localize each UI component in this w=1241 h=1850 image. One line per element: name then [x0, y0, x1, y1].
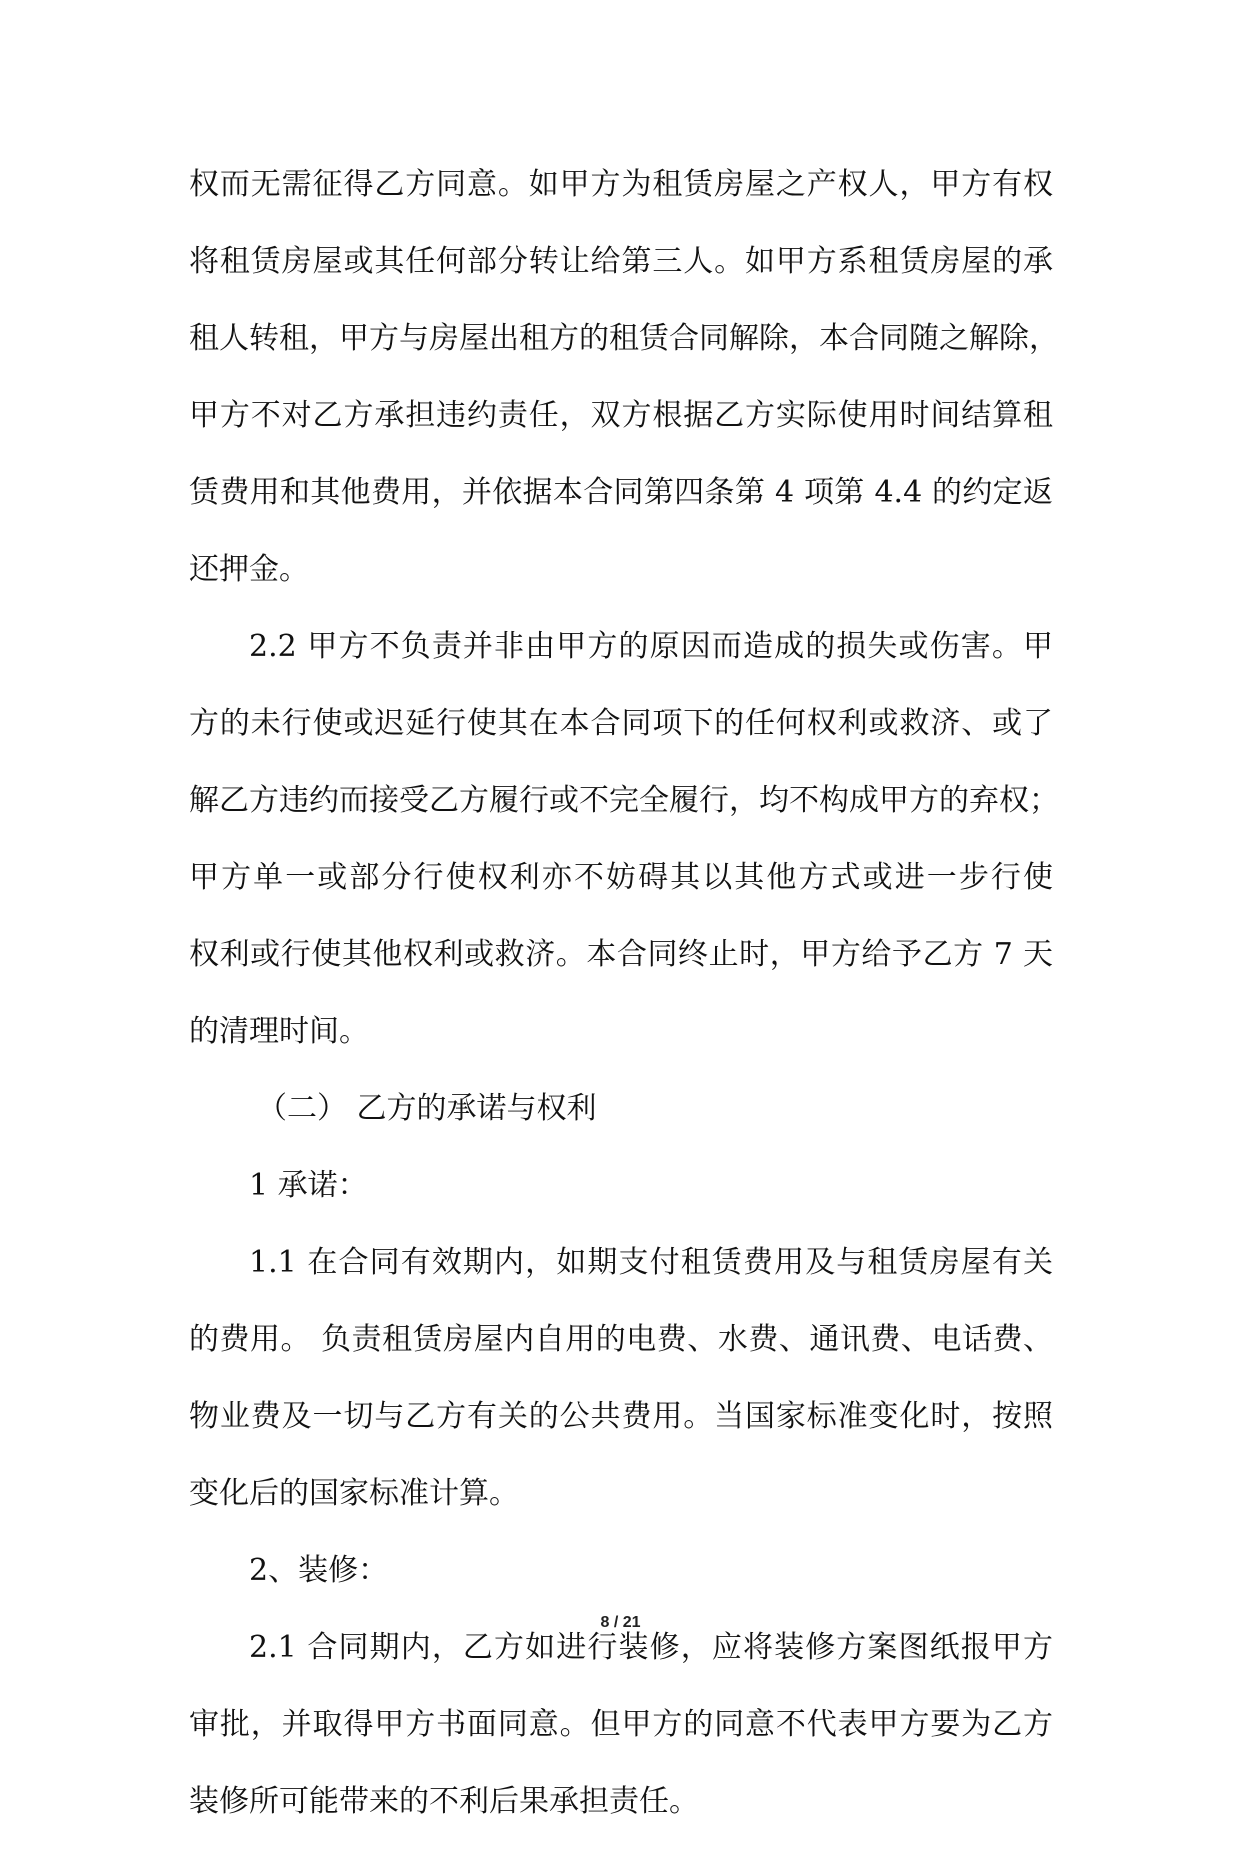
paragraph-first-line: 2.2 甲方不负责并非由甲方的原因而造成的损失或伤害。甲: [249, 629, 1053, 664]
text-line: 甲方不对乙方承担违约责任，双方根据乙方实际使用时间结算租: [189, 398, 1053, 433]
section-heading: （二） 乙方的承诺与权利: [257, 1091, 597, 1126]
text-line: 方的未行使或迟延行使其在本合同项下的任何权利或救济、或了: [189, 706, 1053, 741]
subsection-heading: 2、装修：: [249, 1553, 389, 1588]
text-line: 解乙方违约而接受乙方履行或不完全履行，均不构成甲方的弃权；: [189, 783, 1059, 818]
page-number: 8 / 21: [600, 1614, 641, 1631]
text-line: 还押金。: [189, 552, 309, 587]
document-body: [189, 156, 1059, 1850]
text-line: 赁费用和其他费用，并依据本合同第四条第 4 项第 4.4 的约定返: [189, 475, 1053, 510]
paragraph-first-line: 2.1 合同期内，乙方如进行装修，应将装修方案图纸报甲方: [249, 1630, 1053, 1665]
text-line: 甲方单一或部分行使权利亦不妨碍其以其他方式或进一步行使: [189, 860, 1053, 895]
text-line: 的费用。 负责租赁房屋内自用的电费、水费、通讯费、电话费、: [189, 1322, 1053, 1357]
text-line: 装修所可能带来的不利后果承担责任。: [189, 1784, 699, 1819]
paragraph-first-line: 1.1 在合同有效期内，如期支付租赁费用及与租赁房屋有关: [249, 1245, 1053, 1280]
text-line: 的清理时间。: [189, 1014, 369, 1049]
text-line: 权而无需征得乙方同意。如甲方为租赁房屋之产权人，甲方有权: [189, 167, 1053, 202]
text-line: 审批，并取得甲方书面同意。但甲方的同意不代表甲方要为乙方: [189, 1707, 1053, 1742]
text-line: 权利或行使其他权利或救济。本合同终止时，甲方给予乙方 7 天: [189, 937, 1053, 972]
text-line: 变化后的国家标准计算。: [189, 1476, 519, 1511]
text-line: 物业费及一切与乙方有关的公共费用。当国家标准变化时，按照: [189, 1399, 1053, 1434]
subsection-heading: 1 承诺：: [249, 1168, 368, 1203]
text-line: 将租赁房屋或其任何部分转让给第三人。如甲方系租赁房屋的承: [189, 244, 1053, 279]
text-line: 租人转租，甲方与房屋出租方的租赁合同解除，本合同随之解除，: [189, 321, 1059, 356]
